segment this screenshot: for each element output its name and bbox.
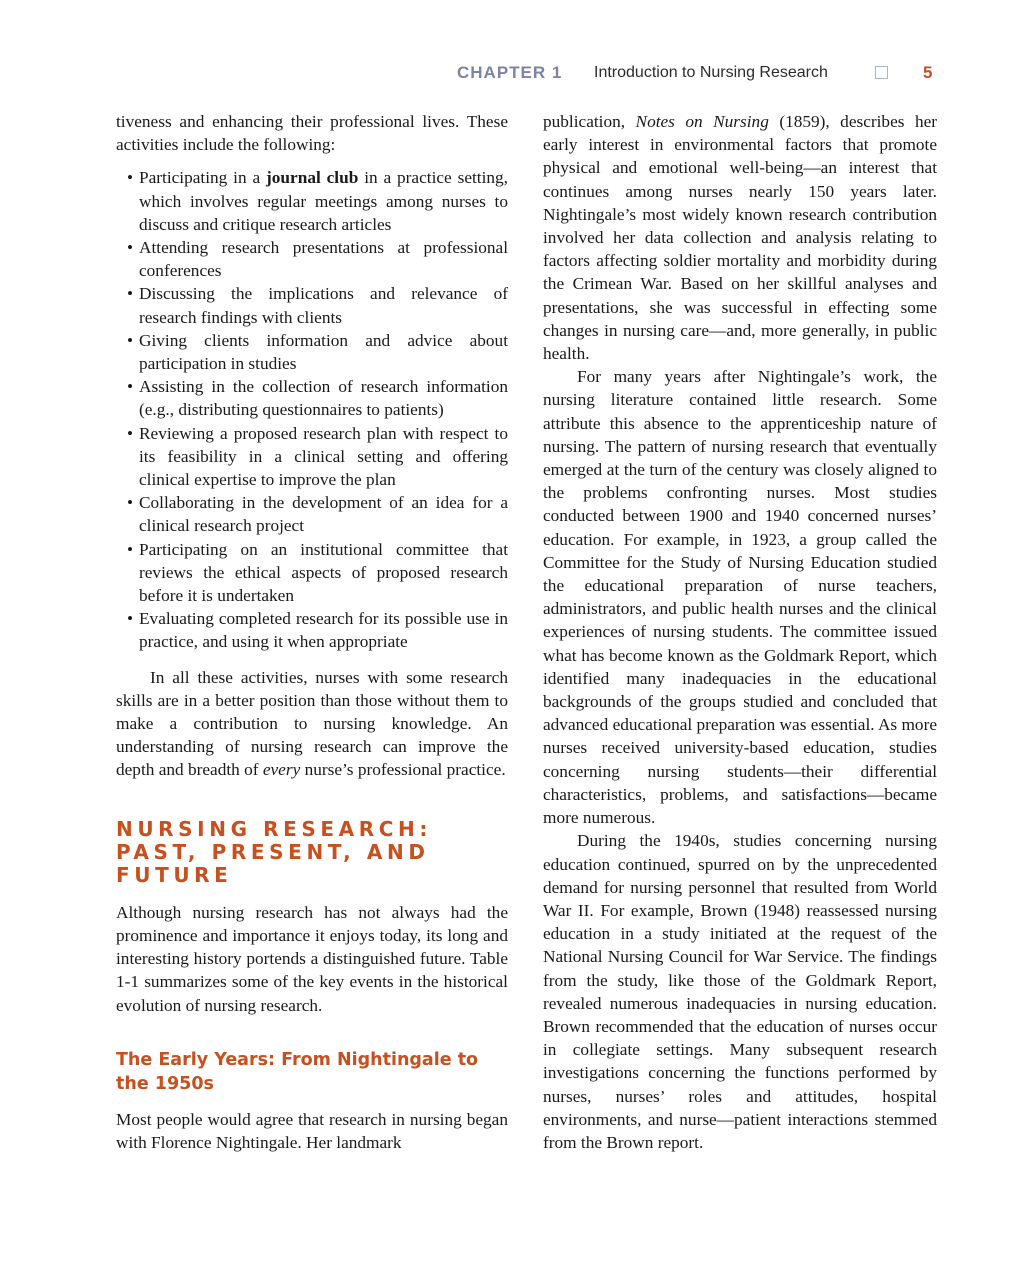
bullet-icon: • [127, 539, 134, 559]
list-item [116, 329, 508, 375]
emphasis-text: every [262, 760, 301, 780]
key-term: journal club [266, 168, 359, 188]
list-item-text: Discussing the implications and relevance of research findings with clients [139, 284, 508, 327]
list-item-text: Giving clients information and advice about participation in studies [139, 330, 508, 374]
bullet-icon: • [127, 377, 134, 397]
list-item [116, 491, 508, 537]
list-item-text: Participating in a [139, 168, 267, 188]
list-item-text: Assisting in the collection of research information (e.g., distributing questionnaires to patients) [139, 377, 508, 420]
square-ornament-icon [875, 66, 888, 79]
list-item [116, 422, 508, 492]
list-item [116, 236, 508, 282]
list-item [116, 166, 508, 236]
activities-list [116, 166, 508, 653]
subsection-heading: The Early Years: From Nightingale to the 1950s [116, 1049, 479, 1094]
running-head [455, 62, 935, 86]
list-item [116, 375, 508, 421]
bullet-icon: • [127, 284, 134, 304]
list-item-text: Collaborating in the development of an idea for a clinical research project [139, 493, 508, 536]
list-item-text: Evaluating completed research for its possible use in practice, and using it when appropriate [139, 609, 508, 652]
section-paragraph: Although nursing research has not always had the prominence and importance it enjoys today, its long and interesting history portends a distinguished future. Table 1-1 summarizes some of the key events in the historical evolution of nursing research. [116, 902, 508, 1015]
list-item-text: Participating on an institutional committee that reviews the ethical aspects of proposed research before it is undertaken [139, 539, 508, 606]
list-item-text: Attending research presentations at professional conferences [139, 238, 508, 281]
list-item [116, 607, 508, 653]
bullet-icon: • [127, 168, 134, 188]
bullet-icon: • [127, 493, 134, 513]
paragraph-text: publication, [543, 112, 636, 131]
paragraph-text: nurse’s professional practice. [300, 760, 506, 780]
subsection-paragraph: Most people would agree that research in nursing began with Florence Nightingale. Her landmark [116, 1109, 508, 1152]
bullet-icon: • [127, 609, 134, 629]
intro-paragraph: tiveness and enhancing their professional lives. These activities include the following: [116, 112, 508, 155]
list-item-text: Reviewing a proposed research plan with respect to its feasibility in a clinical setting and offering clinical expertise to improve the plan [139, 423, 508, 490]
bullet-icon: • [127, 330, 134, 350]
right-column [543, 110, 937, 1154]
early-century-paragraph: For many years after Nightingale’s work, the nursing literature contained little research. Some attribute this absence to the apprenticeship nature of nursing. The pattern of nursing research that eventually emerged at the turn of the century was closely aligned to the problems confronting nurses. Most studies conducted between 1900 and 1940 concerned nurses’ education. For example, in 1923, a group called the Committee for the Study of Nursing Education studied the educational preparation of nurse teachers, administrators, and public health nurses and the clinical experiences of nursing students. The committee issued what has become known as the Goldmark Report, which identified many inadequacies in the educational backgrounds of the groups studied and concluded that advanced educational preparation was essential. As more nurses received university-based education, studies concerning nursing students—their differential characteristics, problems, and satisfactions—became more numerous. [543, 367, 937, 828]
nightingale-paragraph [543, 110, 937, 365]
list-item [116, 538, 508, 608]
1940s-paragraph: During the 1940s, studies concerning nursing education continued, spurred on by the unprecedented demand for nursing personnel that resulted from World War II. For example, Brown (1948) reassessed nursing education in a study initiated at the request of the National Nursing Council for War Service. The findings from the study, like those of the Goldmark Report, revealed numerous inadequacies in nursing education. Brown recommended that the education of nurses occur in collegiate settings. Many subsequent research investigations concerning the functions performed by nurses, nurses’ roles and attitudes, hospital environments, and nurse—patient interactions stemmed from the Brown report. [543, 831, 937, 1152]
bullet-icon: • [127, 423, 134, 443]
list-item-text: in a practice setting, which involves regular meetings among nurses to discuss and critique research articles [139, 168, 508, 234]
chapter-label: CHAPTER 1 [457, 63, 563, 82]
paragraph-text: (1859), describes her early interest in environmental factors that promote physical and emotional well-being—an interest that continues among nurses nearly 150 years later. Nightingale’s most widely known research contribution involved her data collection and analysis relating to factors affecting soldier mortality and morbidity during the Crimean War. Based on her skillful analyses and presentations, she was successful in effecting some changes in nursing care—and, more generally, in public health. [543, 112, 938, 364]
bullet-icon: • [127, 238, 134, 258]
page-number: 5 [923, 63, 933, 82]
left-column [116, 110, 508, 1154]
book-title: Notes on Nursing [635, 112, 769, 131]
section-heading: NURSING RESEARCH: PAST, PRESENT, AND FUTURE [116, 816, 432, 887]
activities-summary-paragraph [116, 666, 508, 782]
chapter-title: Introduction to Nursing Research [594, 64, 828, 81]
paragraph-text: In all these activities, nurses with some research skills are in a better position than those without them to make a contribution to nursing knowledge. An understanding of nursing research can improve the depth and breadth of [116, 667, 508, 780]
list-item [116, 282, 508, 328]
